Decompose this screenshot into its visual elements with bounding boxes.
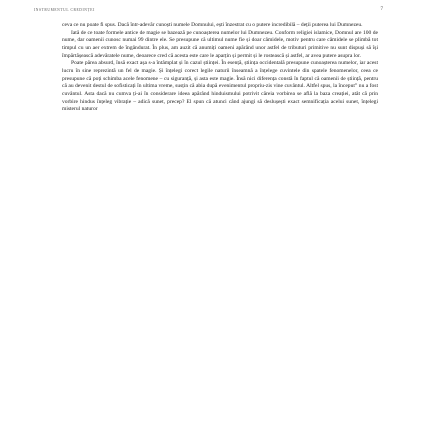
paragraph: Poate părea absurd, însă exact așa s-a întâmplat și în cazul științei. În esență, știința occidentală presupune cunoașterea numelor, iar acest lucru în sine reprezintă un fel de magie. Și înțelegi corect legile naturii înseamnă a înțelege cuvintele din spatele fenomenelor, ceea ce presupune că poți schimba acele fenomene – cu siguranță, și asta este magie. Însă nici diferența constă în faptul că oamenii de știință, pentru că au devenit destul de sofisticați în ultima vreme, susțin că abia după evenimentul propriu-zis vine cuvântul. Altfel spus, la început” nu a fost cuvântul. Asta dacă nu cumva ți-ai în considerare ideea apărând hinduismului potrivit căreia vorbirea se află la baza creației, atât că prin vorbire hindus înțeleg vibrație – adică sunet, precep? El spun că atunci când ajungi să deslușești exact semnificația acelui sunet, înțelegi misterul naturor (62, 60, 378, 113)
page-number: 7 (380, 7, 383, 12)
running-head: INSTRUMENTUL CREDINȚEI (34, 8, 95, 12)
body-text (62, 22, 378, 114)
paragraph: ceva ce nu poate fi spus. Dacă într-adevăr cunoști numele Domnului, ești înzestrat cu o putere incredibilă – deții puterea lui Dumnezeu. (62, 22, 363, 28)
paragraph: Iată de ce toate formele antice de magie se bazează pe cunoașterea numelor lui Dumnezeu. Conform religiei islamice, Domnul are 100 de nume, dar oamenii cunosc numai 99 dintre ele. Se presupune că ultimul nume fie și doar câmidele, motiv pentru care câmidele se plimbă tot timpul cu un aer extrem de îngândurat. În plus, am auzit că anumiți oameni apărând unor astfel de tributuri primitive nu sunt dispuși să își împărtășească adevăratele nume, deoarece cred că acesta este care le aparțin și permit și le rostească și astfel, ar avea putere asupra lor. (62, 29, 378, 59)
page-header (0, 0, 445, 20)
